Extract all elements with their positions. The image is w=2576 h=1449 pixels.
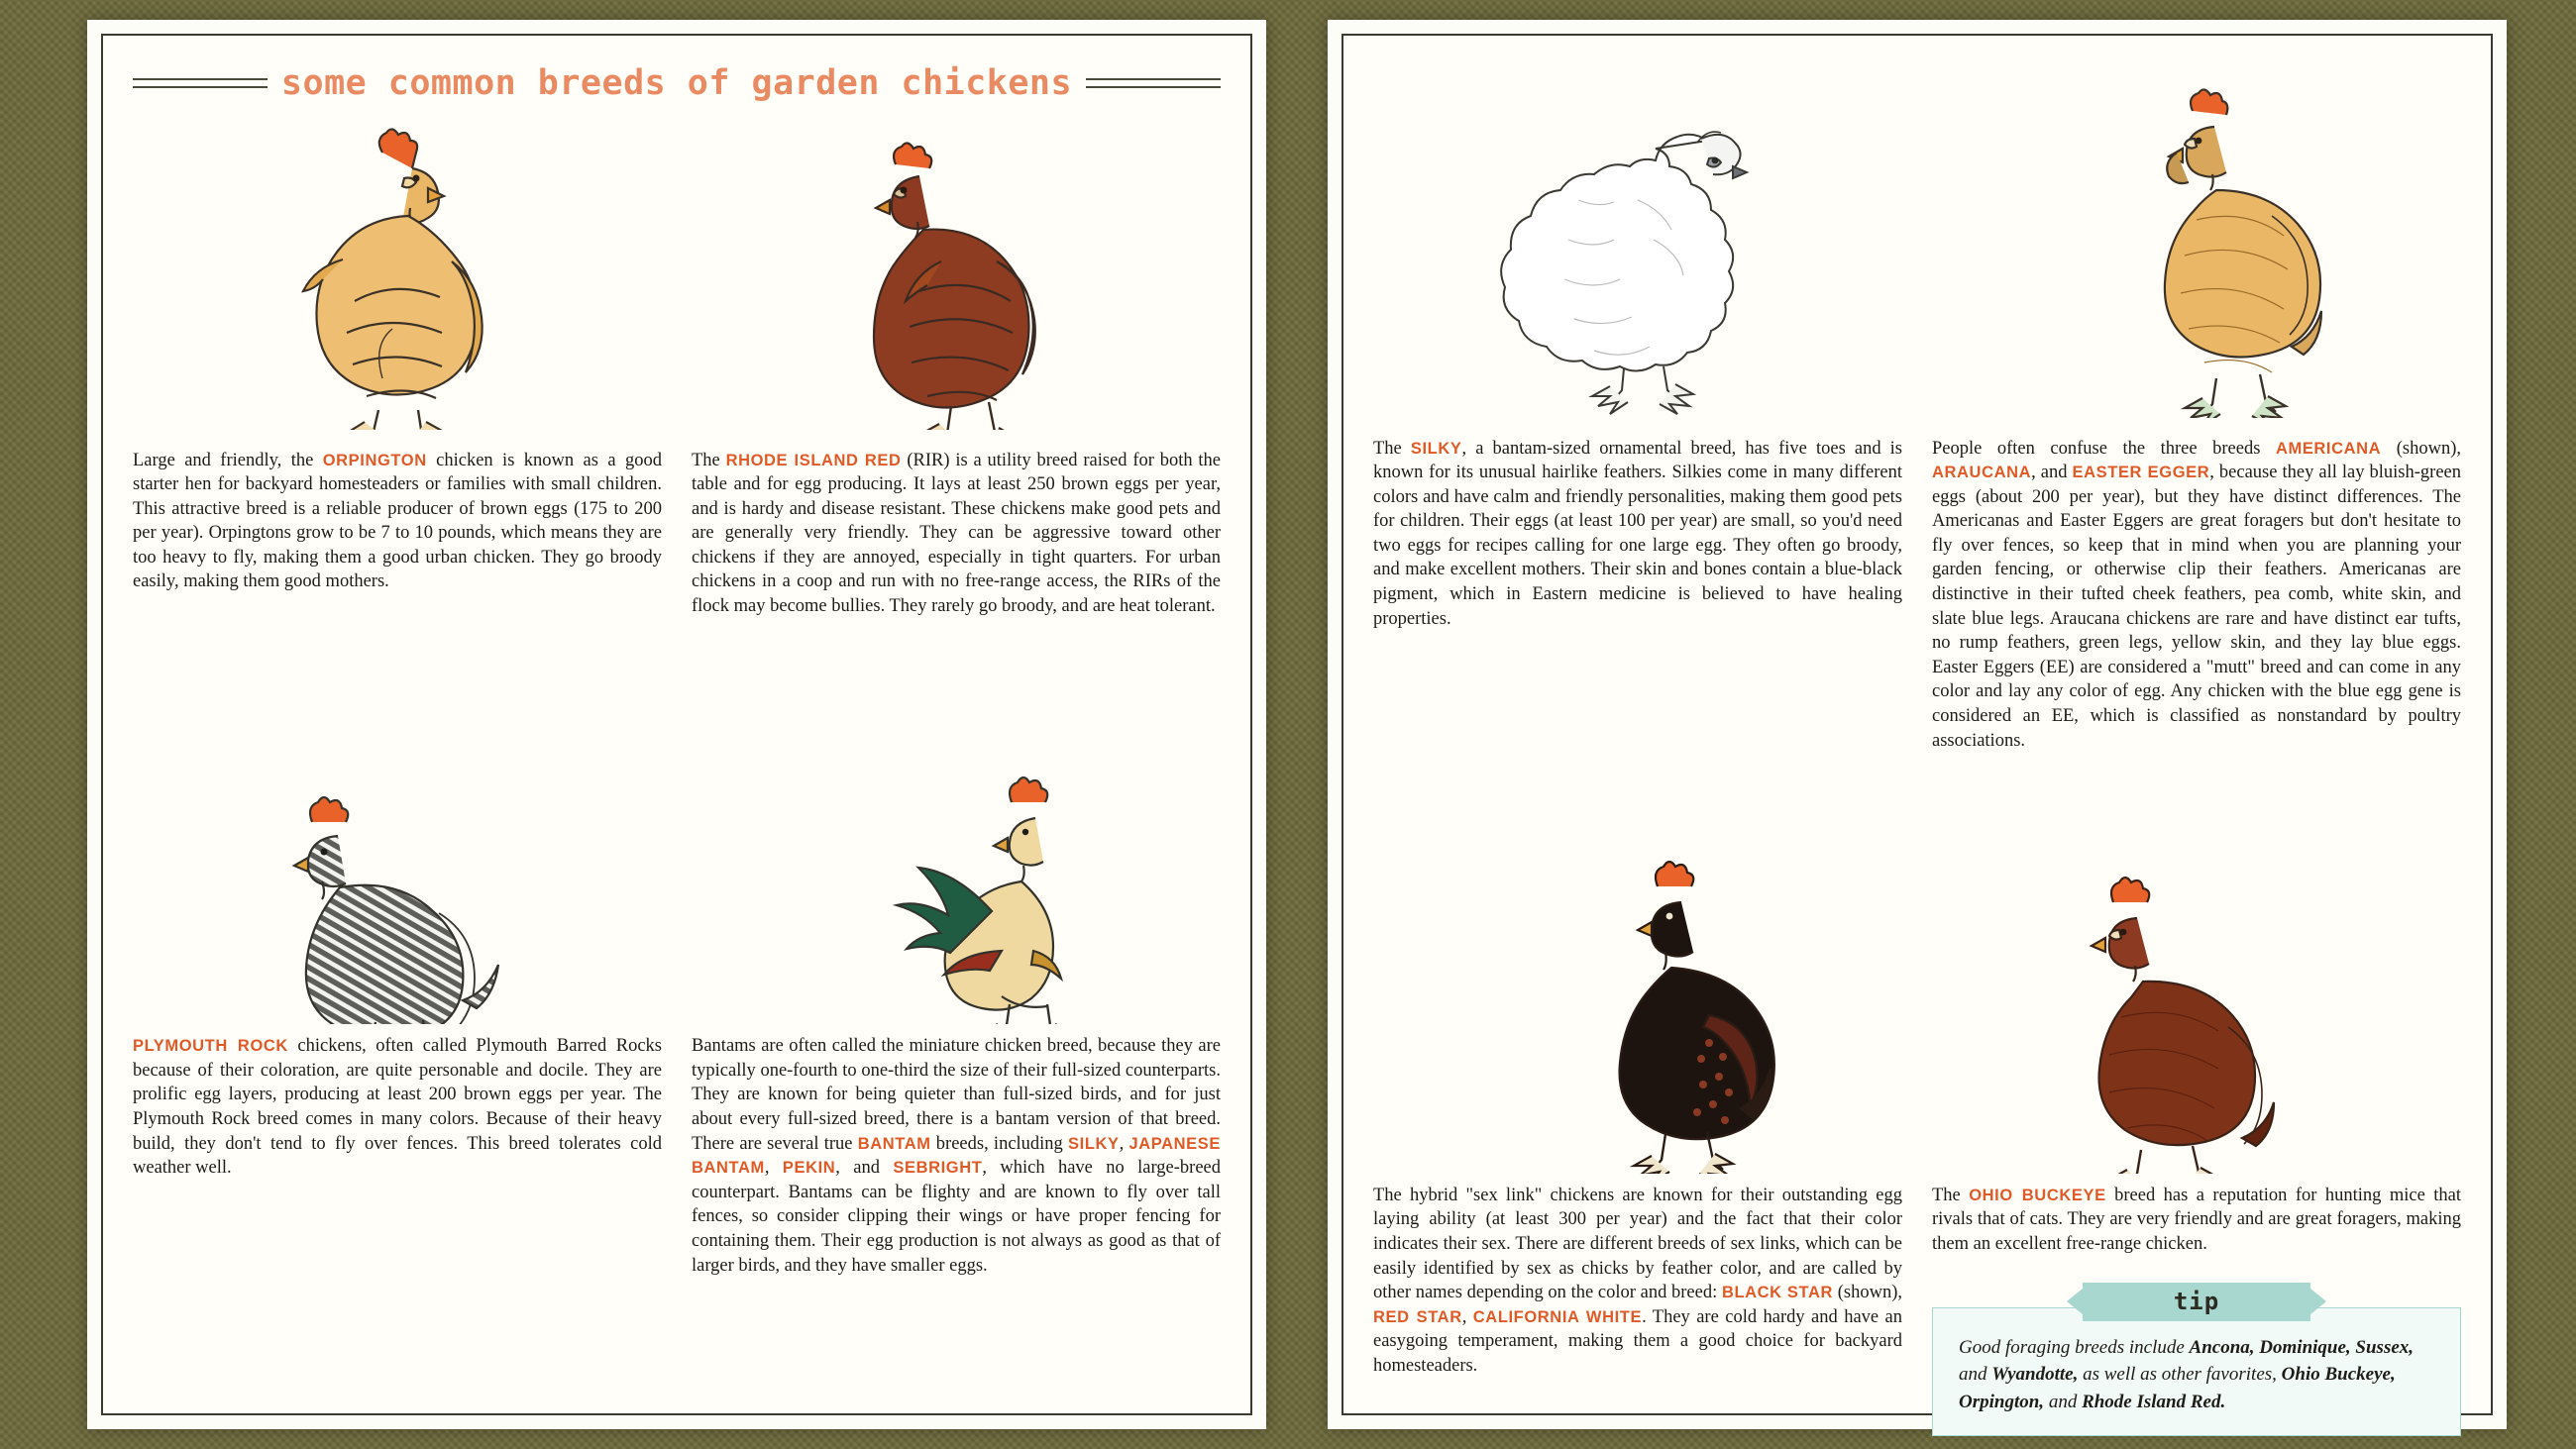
- breed-text-silky: The SILKY, a bantam-sized ornamental breed, has five toes and is known for its unusual hairlike feathers. Silkies come in many different colors and have calm and friendly personalities, making them good pets for children. Their eggs (at least 100 per year) are small, so you'd need two eggs for recipes calling for one large egg. They often go broody, and make excellent mothers. Their skin and bones contain a blue-black pigment, which in Eastern medicine is believed to have healing properties.: [1373, 438, 1903, 629]
- buff-orpington-hen-illustration: [133, 103, 662, 430]
- left-page: [87, 20, 1266, 1429]
- breed-card-sex-link: [1373, 817, 1902, 1436]
- right-page-inner: [1342, 34, 2493, 1415]
- page-title: some common breeds of garden chickens: [280, 63, 1073, 103]
- rule-right: [1086, 78, 1221, 88]
- bantam-rooster-illustration: [692, 682, 1221, 1024]
- breed-text-rhode-island-red: The RHODE ISLAND RED (RIR) is a utility breed raised for both the table and for egg producing. It lays at least 250 brown eggs per year, and is hardy and disease resistant. These chickens make good pets and are generally very friendly. They can be aggressive toward other chickens if they are annoyed, especially in tight quarters. For urban chickens in a coop and run with no free-range access, the RIRs of the flock may become bullies. They rarely go broody, and are heat tolerant.: [692, 450, 1222, 617]
- breed-text-orpington: Large and friendly, the ORPINGTON chicken is known as a good starter hen for backyard homesteaders or families with small children. This attractive breed is a reliable producer of brown eggs (175 to 200 per year). Orpingtons grow to be 7 to 10 pounds, which means they are too heavy to fly, making them a good urban chicken. They go broody easily, making them good mothers.: [133, 450, 662, 592]
- breed-card-silky: [1373, 61, 1902, 772]
- white-silkie-chicken-illustration: [1373, 61, 1902, 418]
- black-star-sex-link-hen-illustration: [1373, 817, 1902, 1174]
- breed-text-sex-link: The hybrid "sex link" chickens are known for their outstanding egg laying ability (at least 300 per year) and the fact that their color indicates their sex. There are different breeds of sex links, which can be easily identified by sex as chicks by feather color, and are called by other names depending on the color and breed: BLACK STAR (shown), RED STAR, CALIFORNIA WHITE. They are cold hardy and have an easygoing temperament, making them a good choice for backyard homesteaders.: [1373, 1185, 1903, 1376]
- breed-card-ohio-buckeye: [1932, 817, 2461, 1436]
- breed-grid-top-left: [133, 103, 1221, 1296]
- breed-grid-right: [1373, 61, 2461, 1436]
- ohio-buckeye-hen-illustration: [1932, 817, 2461, 1174]
- breed-text-ohio-buckeye: The OHIO BUCKEYE breed has a reputation for hunting mice that rivals that of cats. They are very friendly and are great foragers, making them an excellent free-range chicken.: [1932, 1185, 2461, 1254]
- americana-hen-illustration: [1932, 61, 2461, 418]
- barred-plymouth-rock-hen-illustration: [133, 682, 662, 1024]
- page-title-row: [133, 63, 1221, 103]
- rhode-island-red-hen-illustration: [692, 103, 1221, 430]
- tip-box: [1932, 1283, 2461, 1437]
- breed-text-americana: People often confuse the three breeds AMERICANA (shown), ARAUCANA, and EASTER EGGER, because they all lay bluish-green eggs (about 200 per year), but they have distinct differences. The Americanas and Easter Eggers are great foragers but don't hesitate to fly over fences, so keep that in mind when you are planning your garden fencing, or otherwise clip their feathers. Americanas are distinctive in their tufted cheek feathers, pea comb, white skin, and slate blue legs. Araucana chickens are rare and have distinct ear tufts, no rump feathers, green legs, yellow skin, and they lay blue eggs. Easter Eggers (EE) are considered a "mutt" breed and can come in any color and lay any color of egg. Any chicken with the blue egg gene is considered an EE, which is classified as nonstandard by poultry associations.: [1932, 438, 2461, 751]
- breed-text-bantam: Bantams are often called the miniature chicken breed, because they are typically one-fourth to one-third the size of their full-sized counterparts. They are known for being quieter than full-sized birds, and for just about every full-sized breed, there is a bantam version of that breed. There are several true BANTAM breeds, including SILKY, JAPANESE BANTAM, PEKIN, and SEBRIGHT, which have no large-breed counterpart. Bantams can be flighty and are known to fly over tall fences, so consider clipping their wings or have proper fencing for containing them. Their egg production is not always as good as that of larger birds, and they have smaller eggs.: [692, 1036, 1221, 1276]
- breed-text-plymouth-rock: PLYMOUTH ROCK chickens, often called Plymouth Barred Rocks because of their coloration, are quite personable and docile. They are prolific egg layers, producing at least 200 brown eggs per year. The Plymouth Rock breed comes in many colors. Because of their heavy build, they don't tend to fly over fences. This breed tolerates cold weather well.: [133, 1036, 662, 1179]
- breed-card-bantam: [692, 682, 1221, 1295]
- breed-card-rhode-island-red: [692, 103, 1221, 637]
- breed-card-orpington: [133, 103, 662, 637]
- tip-text: Good foraging breeds include Ancona, Dominique, Sussex, and Wyandotte, as well as other favorites, Ohio Buckeye, Orpington, and Rhode Island Red.: [1932, 1307, 2461, 1437]
- right-page: [1328, 20, 2507, 1429]
- breed-card-plymouth-rock: [133, 682, 662, 1295]
- left-page-inner: [101, 34, 1252, 1415]
- tip-label: tip: [2083, 1283, 2310, 1321]
- breed-card-americana: [1932, 61, 2461, 772]
- rule-left: [133, 78, 268, 88]
